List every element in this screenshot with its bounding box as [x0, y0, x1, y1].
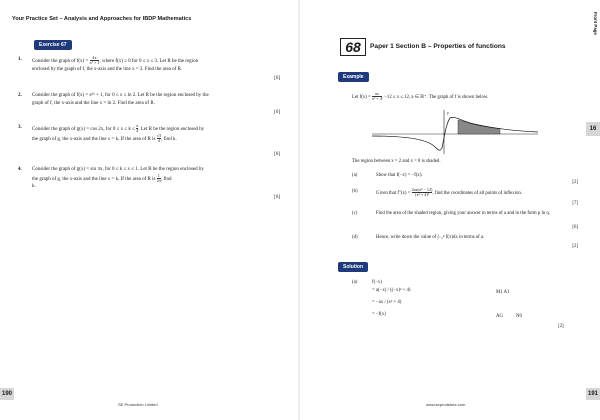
page-number: 190 — [0, 388, 14, 400]
region-text: The region between x = 2 and x = 8 is shaded. — [352, 159, 441, 164]
intro-text: , −12 ≤ x ≤ 12, a ∈ ℝ⁺. The graph of f is shown below. — [381, 94, 489, 100]
part-text: Hence, write down the value of ∫₋₂⁸ f(x)dx in terms of a. — [376, 235, 485, 240]
part-text: Given that f″(x) = — [376, 190, 411, 196]
exercise-text: the graph of g, the x-axis and the line x = k. If the area of R is — [32, 176, 156, 182]
example-label: Example — [338, 72, 369, 82]
exercise-text: Consider the graph of — [32, 58, 76, 64]
solution-line: = a(−x) / ((−x)² + 4) — [372, 288, 411, 293]
marks: [2] — [558, 324, 564, 329]
exercise-text: the graph of g, the x-axis and the line x = k. If the area of R is — [32, 136, 156, 142]
part-text: Find the area of the shaded region, giving your answer in terms of a and in the form p ln q. — [376, 211, 550, 216]
left-page — [0, 0, 298, 420]
function-text: f(x) = — [76, 58, 89, 64]
marks: [6] — [274, 110, 280, 115]
function-graph — [370, 108, 540, 156]
solution-line: f(−x) — [372, 280, 382, 285]
exercise-number: 4. — [18, 167, 22, 172]
exercise-text: , where f(x) ≥ 0 for 0 ≤ x ≤ 3. Let R be the region — [99, 58, 199, 64]
part-label: (c) — [352, 211, 358, 216]
page-number: 191 — [586, 388, 600, 400]
marks: [7] — [572, 201, 578, 206]
exercise-text: Consider the graph of f(x) = e²ˣ + 1, for 0 ≤ x ≤ ln 2. Let R be the region enclosed by the — [32, 93, 209, 98]
solution-line: = −f(x) — [372, 312, 386, 317]
part-text: , find the coordinates of all points of inflexion. — [432, 190, 522, 196]
example-intro — [352, 92, 572, 101]
footer-publisher: SE Production Limited — [118, 402, 158, 407]
part-b — [352, 187, 578, 206]
fraction: $\frac{\text{2ax(x² − 12)}}{\text{(x² + 4)³}}$ — [411, 187, 433, 198]
part-label: (a) — [352, 173, 358, 178]
part-d — [352, 234, 578, 249]
chapter-title: Paper 1 Section B – Properties of functions — [370, 43, 506, 50]
exercise-2 — [18, 92, 280, 115]
part-a — [352, 172, 578, 185]
front-page-label: Front Page — [593, 12, 598, 35]
intro-fn: f(x) = — [359, 94, 371, 100]
exercise-number: 1. — [18, 57, 22, 62]
marks: [6] — [572, 225, 578, 230]
fraction: $\frac{4x}{\text{x² + 1}}$ — [89, 55, 100, 66]
solution-part-label: (a) — [352, 280, 358, 285]
marks-ag: AG — [496, 314, 503, 319]
exercise-text: enclosed by the graph of f, the x-axis and the line x = 3. Find the area of R. — [32, 66, 183, 72]
exercise-text: . Let R be the region enclosed by — [138, 126, 205, 132]
chapter-number: 68 — [340, 38, 366, 56]
solution-line: = −ax / (x² + 4) — [372, 300, 402, 305]
part-text: Show that f(−x) = −f(x). — [376, 173, 423, 178]
marks: [6] — [274, 76, 280, 81]
marks: [6] — [274, 195, 280, 200]
running-header: Your Practice Set – Analysis and Approaches for IBDP Mathematics — [12, 16, 192, 22]
exercise-1 — [18, 55, 280, 81]
exercise-3 — [18, 123, 280, 157]
marks: [6] — [274, 152, 280, 157]
exercise-text: graph of f, the x-axis and the line x = ln 2. Find the area of R. — [32, 100, 155, 106]
exercise-text: k. — [32, 184, 36, 190]
marks: [2] — [572, 244, 578, 249]
exercise-label: Exercise 67 — [34, 40, 72, 50]
exercise-number: 2. — [18, 93, 22, 98]
fraction: $\frac{ax}{\text{x² + 4}}$ — [371, 91, 382, 102]
intro-text: Let — [352, 94, 359, 100]
y-axis-label: y — [447, 110, 449, 115]
part-c — [352, 210, 578, 230]
exercise-4 — [18, 166, 280, 200]
marks-m1a1: M1 A1 — [496, 290, 510, 295]
exercise-number: 3. — [18, 125, 22, 130]
marks-n0: N0 — [516, 314, 522, 319]
exercise-text: Consider the graph of g(x) = sin πx, for 0 ≤ k ≤ x ≤ 1. Let R be the region enclosed by — [32, 167, 204, 172]
fraction: $\frac{\pi}{4}$ — [136, 123, 139, 134]
part-label: (b) — [352, 189, 358, 194]
exercise-text: Consider the graph of g(x) = cos 2x, for 0 ≤ x ≤ k ≤ — [32, 126, 135, 132]
fraction: $\frac{1}{2\pi}$ — [156, 172, 161, 183]
exercise-text: , find k. — [161, 136, 177, 142]
fraction: $\frac{√3}{4}$ — [156, 132, 162, 143]
footer-url: www.seprodstore.com — [426, 402, 466, 407]
chapter-side-tab: 16 — [586, 122, 600, 136]
shaded-region — [458, 120, 500, 134]
exercise-text: , find — [160, 176, 172, 182]
solution-label: Solution — [338, 262, 368, 272]
right-page — [300, 0, 600, 420]
part-label: (d) — [352, 235, 358, 240]
marks: [2] — [572, 180, 578, 185]
